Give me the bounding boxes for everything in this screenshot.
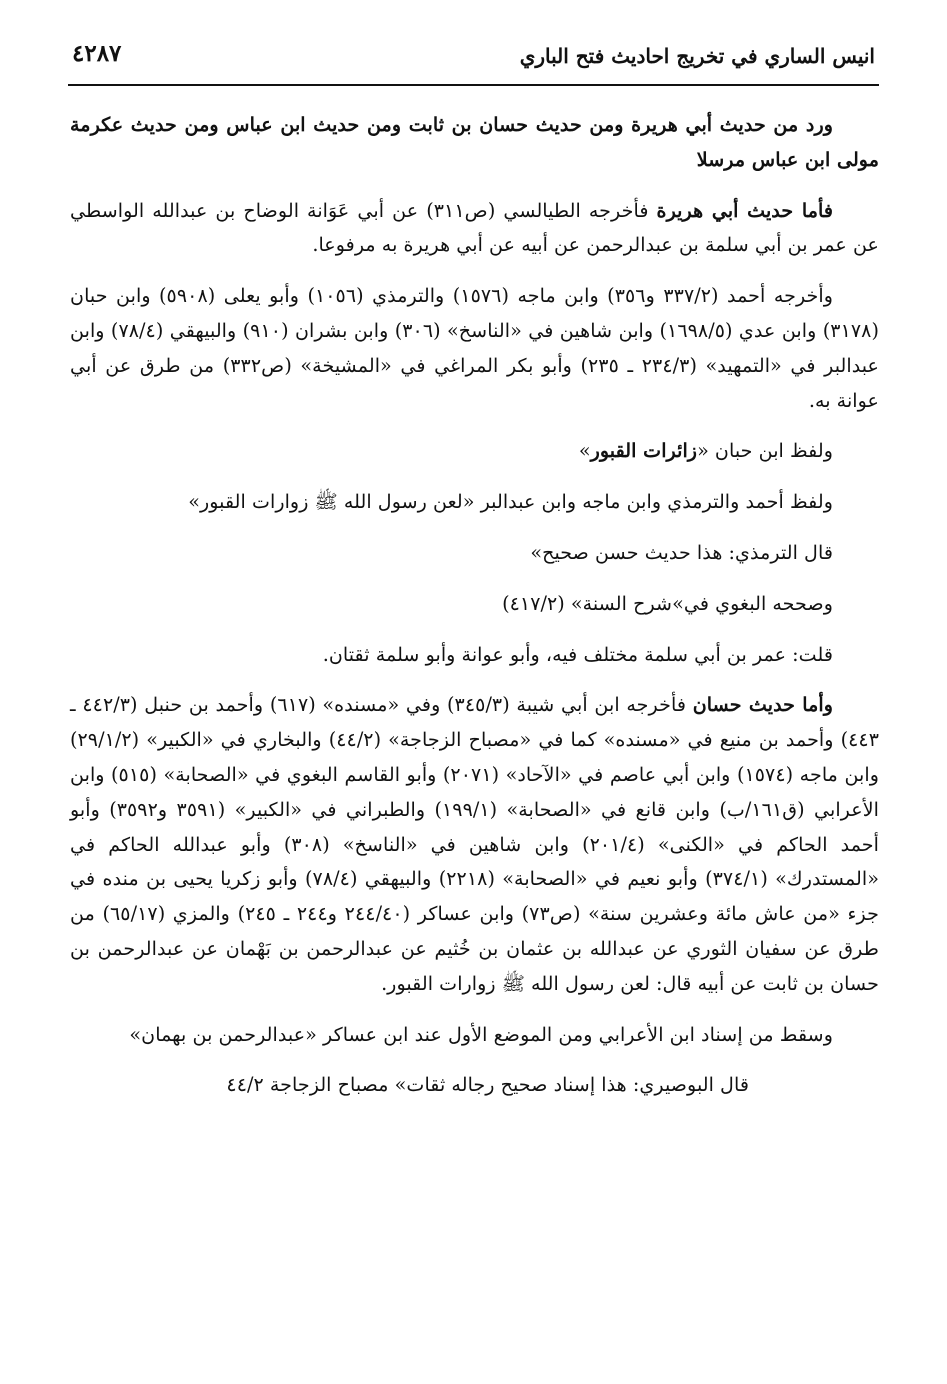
takhrij-paragraph: وأخرجه أحمد (٣٣٧/٢ و٣٥٦) وابن ماجه (١٥٧٦) والترمذي (١٠٥٦) وأبو يعلى (٥٩٠٨) وابن حبان (٣١٧٨) وابن عدي (١٦٩٨/٥) وابن شاهين في «الناسخ» (٣٠٦) وابن بشران (٩١٠) والبيهقي (٧٨/٤) وابن عبدالبر في «التمهيد» (٢٣٤/٣ ـ ٢٣٥) وأبو بكر المراغي في «المشيخة» (ص٣٣٢) من طرق عن أبي عوانة به.	[70, 284, 880, 412]
ibn-hibban-wording-text: زائرات القبور	[590, 439, 698, 463]
isnad-omission-note: وسقط من إسناد ابن الأعرابي ومن الموضع الأول عند ابن عساكر «عبدالرحمن بن بهمان»	[129, 1022, 833, 1046]
ibn-hibban-wording-prefix: ولفظ ابن حبان «	[697, 439, 833, 463]
author-note: قلت: عمر بن أبي سلمة مختلف فيه، وأبو عوانة وأبو سلمة ثقتان.	[322, 642, 833, 666]
running-title: انيس الساري في تخريج احاديث فتح الباري	[519, 44, 875, 68]
baghawi-verdict: وصححه البغوي في»شرح السنة» (٤١٧/٢)	[502, 591, 833, 615]
hassan-text: فأخرجه ابن أبي شيبة (٣٤٥/٣) وفي «مسنده» (٦١٧) وأحمد بن حنبل (٤٤٢/٣ ـ ٤٤٣) وأحمد بن منيع في «مسنده» كما في «مصباح الزجاجة» (٤٤/٢) والبخاري في «الكبير» (٢٩/١/٢) وابن ماجه (١٥٧٤) وابن أبي عاصم في «الآحاد» (٢٠٧١) وأبو القاسم البغوي في «الصحابة» (٥١٥) وابن الأعرابي (ق١٦١/ب) وابن قانع في «الصحابة» (١٩٩/١) والطبراني في «الكبير» (٣٥٩١ و٣٥٩٢) وأبو أحمد الحاكم في «الكنى» (٢٠١/٤) وابن شاهين في «الناسخ» (٣٠٨) وأبو عبدالله الحاكم في «المستدرك» (٣٧٤/١) وأبو نعيم في «الصحابة» (٢٢١٨) والبيهقي (٧٨/٤) وأبو زكريا يحيى بن منده في جزء «من عاش مائة وعشرين سنة» (ص٧٣) وابن عساكر (٢٤٤/٤٠ و٢٤٤ ـ ٢٤٥) والمزي (٦٥/١٧) من طرق عن سفيان الثوري عن عبدالله بن عثمان بن خُثيم عن عبدالرحمن بن بَهْمان عن عبدالرحمن بن حسان بن ثابت عن أبيه قال: لعن رسول الله ﷺ زوارات القبور.	[70, 693, 880, 995]
section-heading-hassan: وأما حديث حسان	[692, 693, 834, 717]
page-header	[68, 34, 879, 86]
ibn-hibban-wording	[70, 434, 879, 469]
tirmidhi-verdict: قال الترمذي: هذا حديث حسن صحيح»	[530, 540, 833, 564]
abu-hurayra-paragraph	[70, 194, 879, 264]
page-body	[70, 108, 879, 1119]
section-heading-abu-hurayra: فأما حديث أبي هريرة	[656, 198, 834, 222]
abu-hurayra-text: فأخرجه الطيالسي (ص٣١١) عن أبي عَوَانة الوضاح بن عبدالله الواسطي عن عمر بن أبي سلمة بن عبدالرحمن عن أبيه عن أبي هريرة به مرفوعا.	[70, 198, 879, 257]
ibn-hibban-wording-suffix: »	[578, 439, 591, 463]
ahmad-wording: ولفظ أحمد والترمذي وابن ماجه وابن عبدالبر «لعن رسول الله ﷺ زوارات القبور»	[188, 490, 833, 514]
intro-paragraph: ورد من حديث أبي هريرة ومن حديث حسان بن ثابت ومن حديث ابن عباس ومن حديث عكرمة مولى ابن عباس مرسلا	[70, 113, 879, 171]
busiri-verdict: قال البوصيري: هذا إسناد صحيح رجاله ثقات» مصباح الزجاجة ٤٤/٢	[226, 1073, 749, 1097]
page-number: ٤٢٨٧	[72, 40, 122, 67]
hassan-paragraph	[70, 688, 879, 1001]
